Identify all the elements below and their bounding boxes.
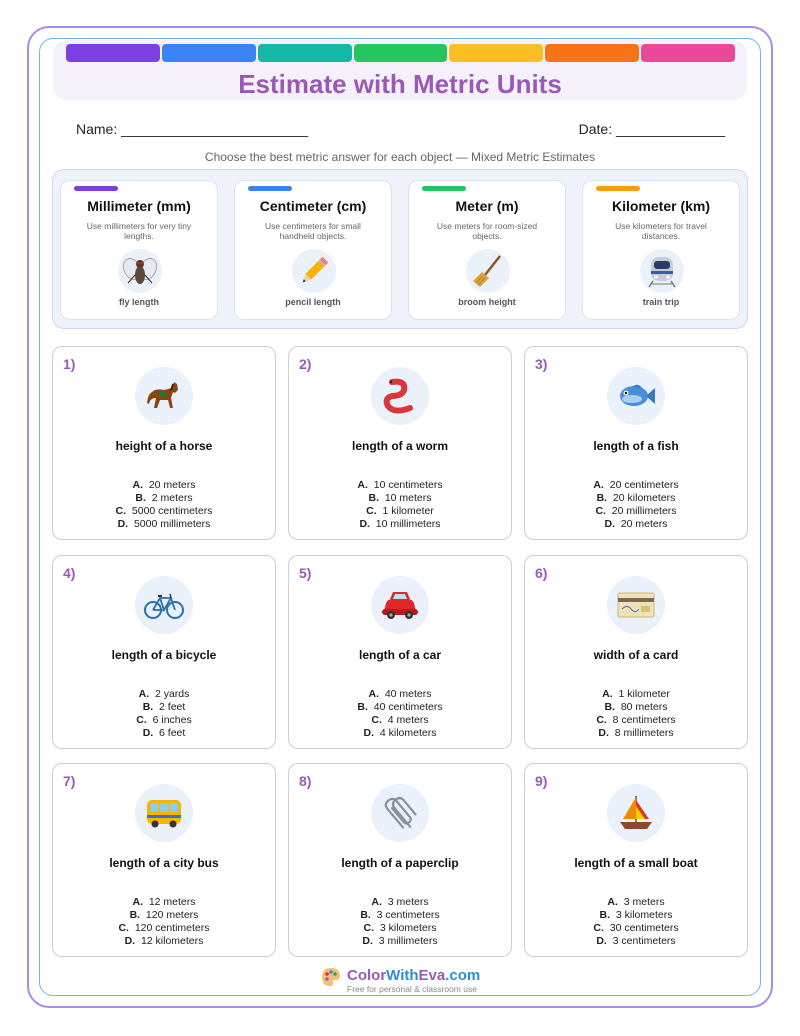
- stripe: [354, 44, 448, 62]
- date-field[interactable]: Date: ______________: [578, 121, 725, 137]
- choice-d[interactable]: [525, 727, 747, 740]
- choice-letter: A.: [132, 479, 143, 491]
- choice-letter: B.: [368, 492, 379, 504]
- choice-letter: B.: [596, 492, 608, 504]
- unit-color-bar: [248, 186, 292, 191]
- choice-text: 40 meters: [384, 688, 432, 700]
- choice-a[interactable]: [53, 479, 275, 492]
- choice-letter: C.: [363, 922, 375, 934]
- fish-icon: [607, 367, 665, 425]
- choice-text: 120 centimeters: [134, 922, 210, 934]
- car-icon: [371, 576, 429, 634]
- choice-letter: A.: [138, 688, 150, 700]
- choice-text: 10 meters: [384, 492, 432, 504]
- choice-letter: C.: [115, 505, 127, 517]
- choice-text: 120 meters: [145, 909, 199, 921]
- choice-text: 1 kilometer: [618, 688, 670, 700]
- choice-text: 12 kilometers: [140, 935, 204, 947]
- choice-a[interactable]: [525, 688, 747, 701]
- choice-c[interactable]: [53, 714, 275, 727]
- answer-choices: [525, 688, 747, 740]
- choice-c[interactable]: [525, 714, 747, 727]
- question-number: 3): [535, 356, 548, 372]
- choice-b[interactable]: [53, 492, 275, 505]
- choice-d[interactable]: [53, 727, 275, 740]
- choice-b[interactable]: [289, 909, 511, 922]
- choice-d[interactable]: [289, 935, 511, 948]
- choice-text: 3 centimeters: [376, 909, 440, 921]
- choice-text: 20 meters: [620, 518, 668, 530]
- choice-text: 2 meters: [151, 492, 193, 504]
- choice-text: 3 kilometers: [615, 909, 673, 921]
- question-text: height of a horse: [115, 439, 213, 453]
- unit-example: pencil length: [285, 297, 341, 307]
- choice-d[interactable]: [289, 727, 511, 740]
- question-card: [524, 555, 748, 749]
- palette-icon: [320, 966, 344, 990]
- question-card: [52, 346, 276, 540]
- choice-text: 6 inches: [152, 714, 192, 726]
- choice-text: 20 meters: [148, 479, 196, 491]
- choice-a[interactable]: [289, 479, 511, 492]
- choice-b[interactable]: [53, 701, 275, 714]
- bicycle-icon: [135, 576, 193, 634]
- choice-letter: D.: [363, 727, 375, 739]
- question-number: 7): [63, 773, 76, 789]
- choice-letter: D.: [124, 935, 136, 947]
- question-number: 4): [63, 565, 76, 581]
- choice-text: 8 millimeters: [614, 727, 674, 739]
- question-number: 2): [299, 356, 312, 372]
- question-text: width of a card: [593, 648, 679, 662]
- question-number: 1): [63, 356, 76, 372]
- choice-letter: A.: [593, 479, 604, 491]
- choice-letter: A.: [357, 479, 368, 491]
- choice-a[interactable]: [289, 896, 511, 909]
- unit-description: Use meters for room-sized objects.: [436, 221, 538, 241]
- choice-text: 10 millimeters: [375, 518, 441, 530]
- choice-text: 80 meters: [620, 701, 668, 713]
- choice-text: 10 centimeters: [373, 479, 443, 491]
- choice-text: 5000 millimeters: [133, 518, 211, 530]
- choice-letter: D.: [604, 518, 615, 530]
- choice-letter: C.: [136, 714, 147, 726]
- choice-b[interactable]: [525, 492, 747, 505]
- stripe: [162, 44, 256, 62]
- choice-letter: B.: [129, 909, 141, 921]
- title-banner: [53, 40, 747, 100]
- choice-b[interactable]: [53, 909, 275, 922]
- choice-text: 3 centimeters: [612, 935, 676, 947]
- page-title: Estimate with Metric Units: [238, 69, 562, 99]
- choice-a[interactable]: [53, 688, 275, 701]
- choice-letter: B.: [135, 492, 146, 504]
- unit-description: Use kilometers for travel distances.: [615, 221, 707, 241]
- choice-a[interactable]: [53, 896, 275, 909]
- paperclip-icon: [371, 784, 429, 842]
- question-text: length of a city bus: [109, 856, 219, 870]
- question-text: length of a worm: [352, 439, 448, 453]
- unit-card-kilometer: [582, 180, 740, 320]
- answer-choices: [289, 479, 511, 531]
- choice-text: 40 centimeters: [373, 701, 443, 713]
- brand-eva: Eva: [418, 967, 446, 984]
- stripe: [641, 44, 735, 62]
- choice-letter: B.: [604, 701, 615, 713]
- horse-icon: [135, 367, 193, 425]
- answer-choices: [53, 479, 275, 531]
- answer-choices: [525, 479, 747, 531]
- choice-letter: A.: [607, 896, 618, 908]
- choice-text: 2 feet: [159, 701, 186, 713]
- question-card: [524, 346, 748, 540]
- unit-name: Meter (m): [455, 198, 519, 214]
- question-text: length of a small boat: [574, 856, 698, 870]
- stripe: [66, 44, 160, 62]
- choice-letter: A.: [132, 896, 143, 908]
- choice-b[interactable]: [525, 701, 747, 714]
- answer-choices: [525, 896, 747, 948]
- choice-letter: C.: [118, 922, 129, 934]
- answer-choices: [289, 896, 511, 948]
- choice-letter: A.: [602, 688, 613, 700]
- question-text: length of a fish: [593, 439, 679, 453]
- choice-b[interactable]: [525, 909, 747, 922]
- question-card: [288, 346, 512, 540]
- brand-with: With: [386, 967, 419, 984]
- question-text: length of a paperclip: [341, 856, 459, 870]
- choice-text: 4 kilometers: [379, 727, 437, 739]
- unit-description: Use millimeters for very tiny lengths.: [86, 221, 192, 241]
- brand-domain: .com: [445, 967, 481, 984]
- question-number: 6): [535, 565, 548, 581]
- unit-card-millimeter: [60, 180, 218, 320]
- choice-letter: D.: [598, 727, 609, 739]
- choice-c[interactable]: [289, 505, 511, 518]
- choice-c[interactable]: [289, 922, 511, 935]
- choice-letter: C.: [366, 505, 377, 517]
- choice-letter: D.: [596, 935, 607, 947]
- unit-card-centimeter: [234, 180, 392, 320]
- unit-name: Kilometer (km): [611, 198, 711, 214]
- question-number: 5): [299, 565, 312, 581]
- answer-choices: [53, 688, 275, 740]
- choice-letter: D.: [362, 935, 373, 947]
- choice-a[interactable]: [289, 688, 511, 701]
- card-icon: [607, 576, 665, 634]
- instructions: Choose the best metric answer for each object — Mixed Metric Estimates: [204, 150, 596, 164]
- fly-icon: [118, 249, 162, 293]
- choice-a[interactable]: [525, 896, 747, 909]
- choice-d[interactable]: [53, 935, 275, 948]
- choice-letter: D.: [142, 727, 154, 739]
- question-number: 9): [535, 773, 548, 789]
- unit-color-bar: [422, 186, 466, 191]
- choice-letter: C.: [593, 922, 604, 934]
- choice-letter: C.: [595, 505, 606, 517]
- choice-c[interactable]: [525, 922, 747, 935]
- choice-letter: B.: [142, 701, 154, 713]
- question-number: 8): [299, 773, 312, 789]
- choice-b[interactable]: [289, 701, 511, 714]
- question-card: [524, 763, 748, 957]
- question-text: length of a bicycle: [111, 648, 217, 662]
- choice-letter: D.: [359, 518, 370, 530]
- bus-icon: [135, 784, 193, 842]
- choice-b[interactable]: [289, 492, 511, 505]
- stripe: [449, 44, 543, 62]
- unit-card-meter: [408, 180, 566, 320]
- unit-example: broom height: [458, 297, 516, 307]
- stripe: [258, 44, 352, 62]
- choice-text: 30 centimeters: [609, 922, 679, 934]
- choice-c[interactable]: [53, 922, 275, 935]
- answer-choices: [53, 896, 275, 948]
- choice-c[interactable]: [525, 505, 747, 518]
- choice-text: 20 millimeters: [611, 505, 677, 517]
- color-stripes: [66, 44, 735, 62]
- name-field[interactable]: Name: ________________________: [76, 121, 308, 137]
- question-text: length of a car: [358, 648, 441, 662]
- choice-letter: C.: [596, 714, 607, 726]
- choice-c[interactable]: [289, 714, 511, 727]
- unit-color-bar: [74, 186, 118, 191]
- choice-letter: B.: [360, 909, 371, 921]
- broom-icon: [466, 249, 510, 293]
- choice-text: 2 yards: [154, 688, 190, 700]
- answer-choices: [289, 688, 511, 740]
- choice-a[interactable]: [525, 479, 747, 492]
- unit-example: fly length: [119, 297, 159, 307]
- unit-reference-panel: [52, 169, 748, 329]
- choice-text: 12 meters: [148, 896, 196, 908]
- question-card: [52, 555, 276, 749]
- train-icon: [640, 249, 684, 293]
- choice-text: 5000 centimeters: [131, 505, 213, 517]
- unit-description: Use centimeters for small handheld objects.: [265, 221, 361, 241]
- choice-text: 3 kilometers: [379, 922, 437, 934]
- unit-name: Millimeter (mm): [87, 198, 191, 214]
- choice-letter: C.: [371, 714, 382, 726]
- unit-name: Centimeter (cm): [259, 198, 367, 214]
- choice-text: 4 meters: [387, 714, 429, 726]
- unit-example: train trip: [642, 297, 680, 307]
- choice-text: 20 kilometers: [612, 492, 676, 504]
- choice-letter: B.: [599, 909, 611, 921]
- choice-letter: A.: [371, 896, 382, 908]
- pencil-icon: [292, 249, 336, 293]
- choice-text: 6 feet: [159, 727, 186, 739]
- footer-brand[interactable]: [347, 967, 480, 984]
- stripe: [545, 44, 639, 62]
- worm-icon: [371, 367, 429, 425]
- choice-d[interactable]: [525, 935, 747, 948]
- choice-text: 1 kilometer: [382, 505, 434, 517]
- choice-c[interactable]: [53, 505, 275, 518]
- question-card: [288, 555, 512, 749]
- choice-text: 3 meters: [387, 896, 429, 908]
- choice-text: 3 meters: [623, 896, 665, 908]
- choice-text: 20 centimeters: [609, 479, 679, 491]
- question-card: [288, 763, 512, 957]
- choice-letter: A.: [368, 688, 379, 700]
- choice-letter: B.: [357, 701, 368, 713]
- choice-d[interactable]: [289, 518, 511, 531]
- choice-d[interactable]: [525, 518, 747, 531]
- sailboat-icon: [607, 784, 665, 842]
- choice-d[interactable]: [53, 518, 275, 531]
- brand-color: Color: [347, 967, 387, 984]
- choice-text: 8 centimeters: [612, 714, 676, 726]
- unit-color-bar: [596, 186, 640, 191]
- footer-tagline: Free for personal & classroom use: [347, 984, 477, 994]
- choice-letter: D.: [117, 518, 129, 530]
- question-card: [52, 763, 276, 957]
- choice-text: 3 millimeters: [378, 935, 438, 947]
